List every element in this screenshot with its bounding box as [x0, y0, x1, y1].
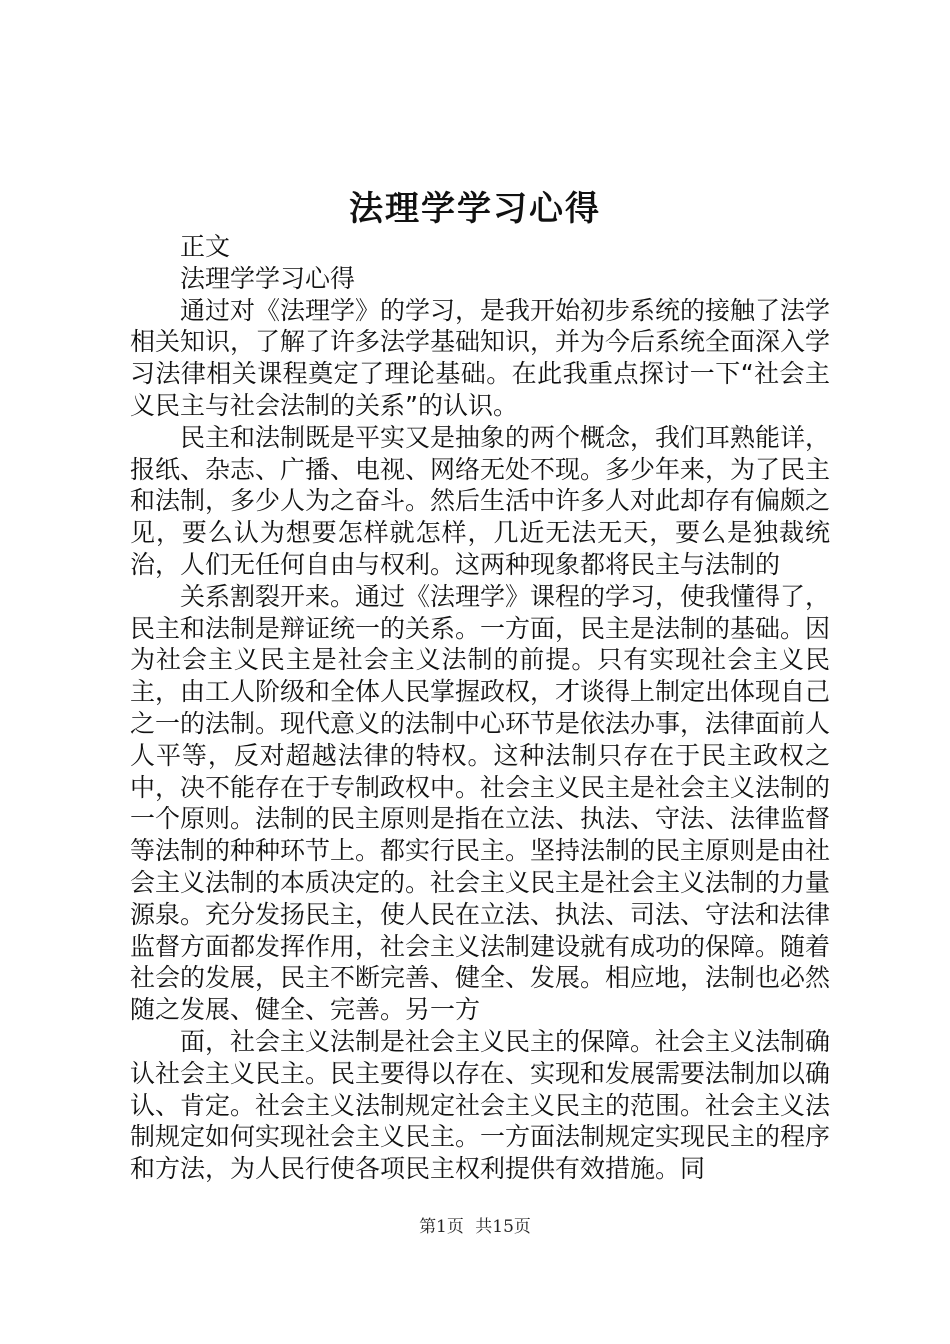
page-total: 共15页: [475, 1217, 531, 1237]
body-paragraph: 法理学学习心得: [180, 263, 356, 293]
body-paragraph: 关系割裂开来。通过《法理学》课程的学习，使我懂得了，民主和法制是辩证统一的关系。一方面，民主是法制的基础。因为社会主义民主是社会主义法制的前提。只有实现社会主义民主，由工人阶级和全体人民掌握政权，才谈得上制定出体现自己之一的法制。现代意义的法制中心环节是依法办事，法律面前人人平等，反对超越法律的特权。这种法制只存在于民主政权之中，决不能存在于专制政权中。社会主义民主是社会主义法制的一个原则。法制的民主原则是指在立法、执法、守法、法律监督等法制的种种环节上。都实行民主。坚持法制的民主原则是由社会主义法制的本质决定的。社会主义民主是社会主义法制的力量源泉。充分发扬民主，使人民在立法、执法、司法、守法和法律监督方面都发挥作用，社会主义法制建设就有成功的保障。随着社会的发展，民主不断完善、健全、发展。相应地，法制也必然随之发展、健全、完善。另一方: [130, 581, 831, 1025]
body-paragraph: 通过对《法理学》的学习，是我开始初步系统的接触了法学相关知识，了解了许多法学基础知识，并为今后系统全面深入学习法律相关课程奠定了理论基础。在此我重点探讨一下“社会主义民主与社会法制的关系”的认识。: [130, 295, 831, 420]
page-number: 第1页: [419, 1217, 464, 1237]
body-paragraph: 民主和法制既是平实又是抽象的两个概念，我们耳熟能详，报纸、杂志、广播、电视、网络无处不现。多少年来，为了民主和法制，多少人为之奋斗。然后生活中许多人对此却存有偏颇之见，要么认为想要怎样就怎样，几近无法无天，要么是独裁统治，人们无任何自由与权利。这两种现象都将民主与法制的: [130, 422, 831, 579]
document-title: 法理学学习心得: [349, 189, 601, 229]
body-paragraph: 正文: [180, 232, 231, 261]
document-body: [130, 231, 830, 1185]
body-paragraph: 面，社会主义法制是社会主义民主的保障。社会主义法制确认社会主义民主。民主要得以存在、实现和发展需要法制加以确认、肯定。社会主义法制规定社会主义民主的范围。社会主义法制规定如何实现社会主义民主。一方面法制规定实现民主的程序和方法，为人民行使各项民主权利提供有效措施。同: [130, 1026, 831, 1184]
page-footer: [0, 1212, 950, 1237]
